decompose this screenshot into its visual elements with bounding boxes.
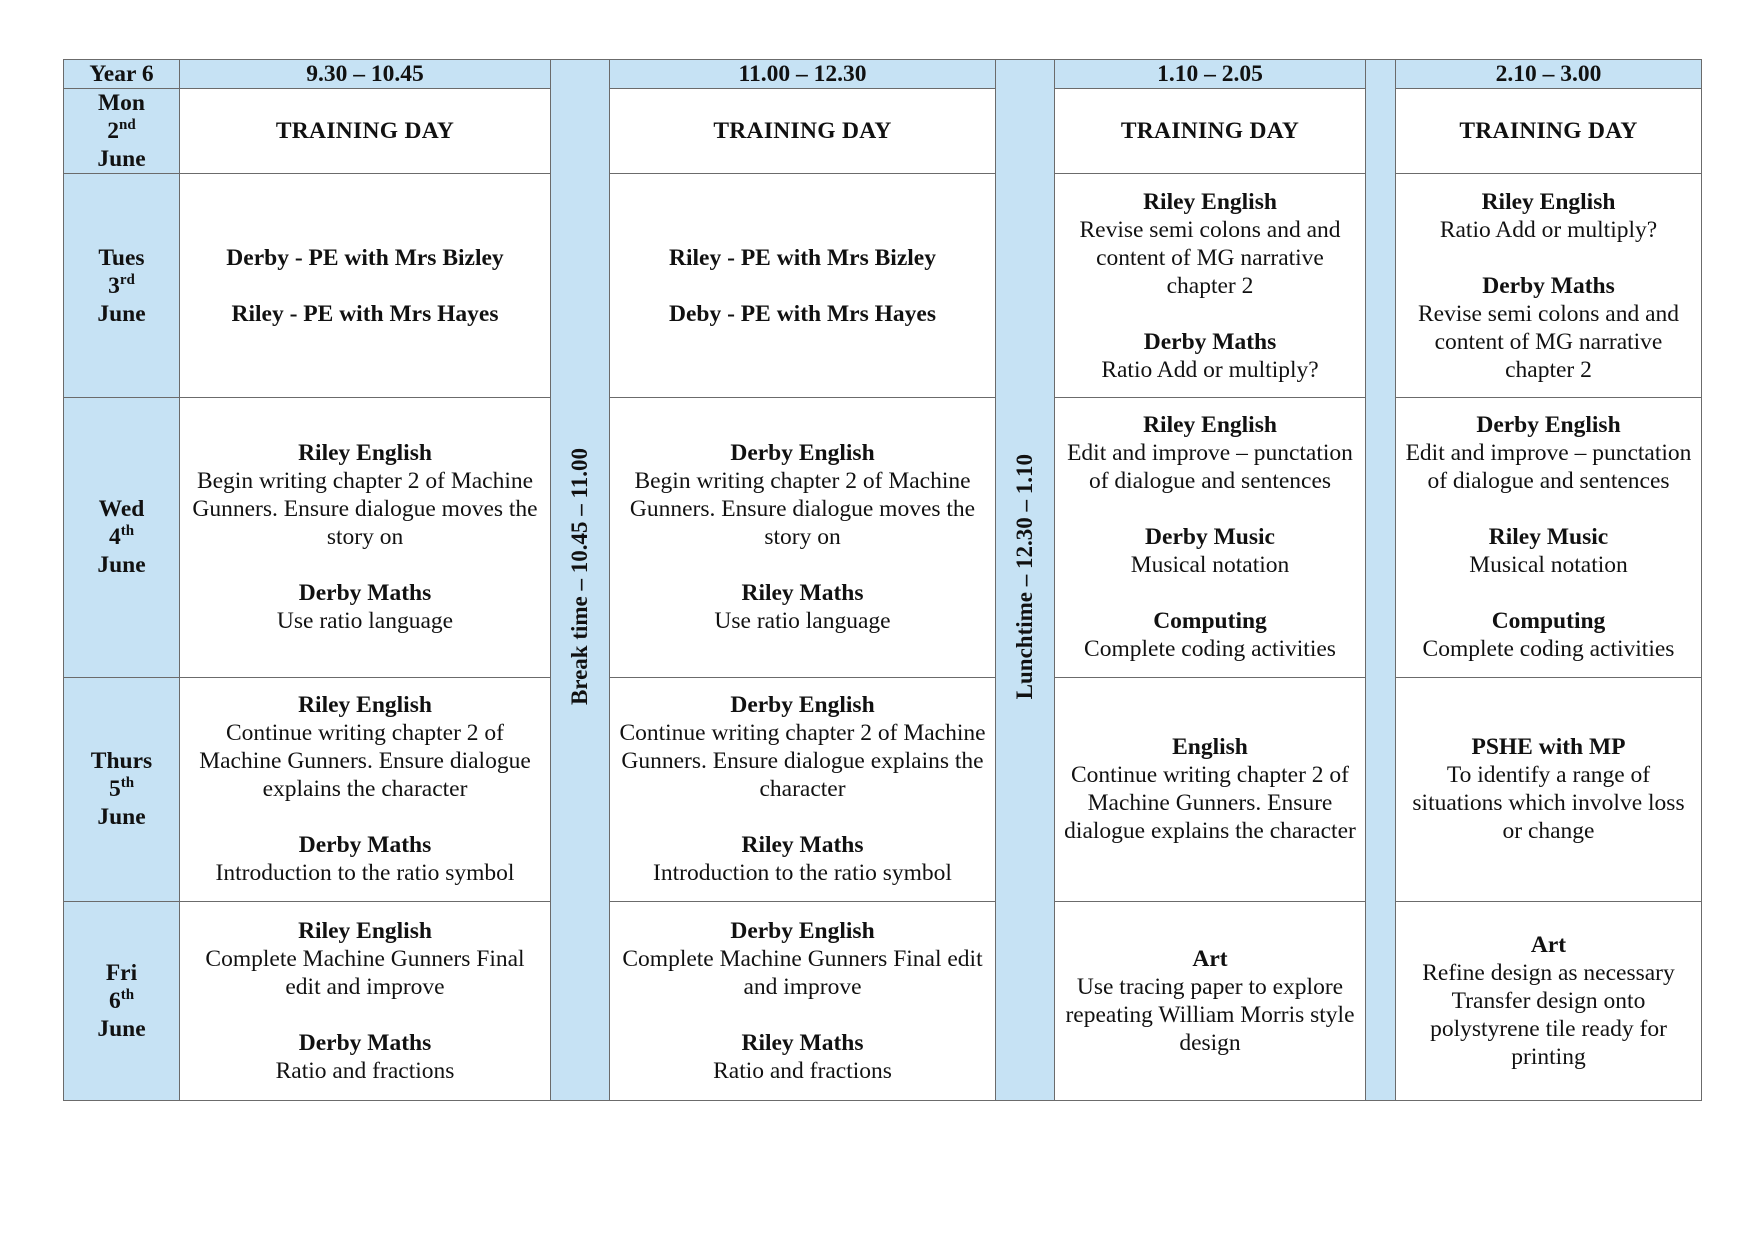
tue-slot1 [180, 174, 551, 398]
lesson-subject: Riley English [1481, 188, 1616, 215]
day-month: June [97, 1015, 146, 1042]
wed-slot2 [610, 398, 996, 677]
row-wednesday [64, 398, 1702, 677]
lesson-subject: Riley Maths [741, 580, 864, 607]
lesson-description: Ratio and fractions [275, 1057, 455, 1084]
row-friday [64, 901, 1702, 1100]
lesson-description: Use tracing paper to explore repeating William Morris style design [1065, 973, 1355, 1056]
lesson-subject: Derby Maths [298, 580, 432, 607]
wed-slot1 [180, 398, 551, 677]
lesson-subject: PSHE with MP [1471, 734, 1626, 761]
lesson-subject: Derby English [730, 440, 875, 467]
day-month: June [97, 300, 146, 327]
wed-slot3 [1055, 398, 1366, 677]
year-header: Year 6 [64, 60, 180, 89]
lesson-description: Introduction to the ratio symbol [215, 860, 515, 887]
day-name: Mon [98, 90, 145, 117]
slot4-header: 2.10 – 3.00 [1396, 60, 1702, 89]
lesson-description: Edit and improve – punctation of dialogue and sentences [1405, 440, 1692, 495]
thu-slot2 [610, 677, 996, 901]
day-number: 5 [108, 776, 121, 803]
lesson-description: Ratio Add or multiply? [1101, 356, 1319, 383]
lesson-description: Revise semi colons and and content of MG narrative chapter 2 [1079, 216, 1341, 299]
lesson-subject: Riley English [1143, 412, 1277, 439]
lesson-subject: English [1172, 734, 1248, 761]
lesson-subject: Derby English [1476, 412, 1621, 439]
day-name: Wed [98, 496, 145, 523]
lesson-description: Begin writing chapter 2 of Machine Gunners. Ensure dialogue moves the story on [629, 468, 976, 551]
slot1-header: 9.30 – 10.45 [180, 60, 551, 89]
day-name: Tues [98, 244, 145, 271]
lesson-subject: Derby Maths [298, 1029, 432, 1056]
lesson-subject: Derby English [730, 692, 875, 719]
day-number: 2 [107, 118, 120, 145]
day-number: 6 [108, 987, 121, 1014]
lesson-subject: Derby Music [1145, 524, 1275, 551]
lesson-subject: Derby Maths [298, 832, 432, 859]
lesson-description: Ratio Add or multiply? [1439, 216, 1658, 243]
mon-slot2: TRAINING DAY [610, 89, 996, 174]
day-month: June [97, 552, 146, 579]
lesson-subject: Computing [1491, 608, 1606, 635]
lesson-subject: Derby Maths [1143, 328, 1277, 355]
lesson-subject: Derby English [730, 917, 875, 944]
row-monday [64, 89, 1702, 174]
lesson-subject: Riley English [1143, 188, 1277, 215]
mon-slot1: TRAINING DAY [180, 89, 551, 174]
day-suffix: th [120, 987, 135, 1004]
lesson-line: Derby - PE with Mrs Bizley [226, 244, 504, 271]
day-month: June [97, 804, 146, 831]
timetable [63, 59, 1702, 1101]
fri-slot2 [610, 901, 996, 1100]
day-suffix: th [120, 523, 135, 540]
lesson-description: Edit and improve – punctation of dialogue and sentences [1067, 440, 1353, 495]
day-number: 3 [108, 272, 120, 299]
lesson-description: Continue writing chapter 2 of Machine Gunners. Ensure dialogue explains the character [1064, 762, 1356, 845]
lesson-subject: Riley English [298, 917, 432, 944]
lesson-description: Ratio and fractions [713, 1057, 892, 1084]
lesson-description: Musical notation [1130, 552, 1290, 579]
lesson-description: Continue writing chapter 2 of Machine Gunners. Ensure dialogue explains the character [619, 720, 986, 803]
fri-slot1 [180, 901, 551, 1100]
tue-slot4 [1396, 174, 1702, 398]
lesson-subject: Riley Music [1488, 524, 1609, 551]
lesson-description: Complete Machine Gunners Final edit and improve [622, 945, 983, 1000]
day-suffix: th [120, 775, 135, 792]
day-number: 4 [108, 524, 121, 551]
lesson-description: Complete Machine Gunners Final edit and improve [205, 945, 525, 1000]
wed-slot4 [1396, 398, 1702, 677]
lesson-description: Complete coding activities [1084, 636, 1336, 663]
lesson-subject: Riley English [298, 440, 432, 467]
lesson-description: Continue writing chapter 2 of Machine Gunners. Ensure dialogue explains the character [199, 720, 531, 803]
mon-slot3: TRAINING DAY [1055, 89, 1366, 174]
lesson-subject: Riley Maths [741, 1029, 864, 1056]
tue-slot2 [610, 174, 996, 398]
lesson-subject: Riley Maths [741, 832, 864, 859]
lesson-description: Use ratio language [714, 608, 891, 635]
break-band [551, 60, 610, 1101]
fri-slot4 [1396, 901, 1702, 1100]
lesson-subject: Art [1192, 945, 1228, 972]
day-thursday [64, 677, 180, 901]
lesson-line: Riley - PE with Mrs Bizley [669, 244, 936, 271]
day-month: June [97, 146, 146, 173]
day-suffix: nd [119, 117, 136, 134]
lunch-band [996, 60, 1055, 1101]
row-thursday [64, 677, 1702, 901]
lesson-description: Refine design as necessary Transfer design onto polystyrene tile ready for printing [1422, 959, 1675, 1070]
afternoon-break-band [1366, 60, 1396, 1101]
lesson-subject: Art [1530, 931, 1567, 958]
header-row [64, 60, 1702, 89]
lunch-label: Lunchtime – 12.30 – 1.10 [1012, 453, 1037, 700]
lesson-subject: Computing [1153, 608, 1267, 635]
day-name: Thurs [90, 748, 153, 775]
lesson-subject: Derby Maths [1482, 272, 1615, 299]
lesson-line: Deby - PE with Mrs Hayes [669, 300, 936, 327]
thu-slot1 [180, 677, 551, 901]
day-suffix: rd [119, 271, 135, 288]
lesson-description: Introduction to the ratio symbol [653, 860, 952, 887]
lesson-description: To identify a range of situations which involve loss or change [1412, 762, 1685, 845]
break-label: Break time – 10.45 – 11.00 [567, 447, 592, 706]
thu-slot4 [1396, 677, 1702, 901]
lesson-description: Musical notation [1469, 552, 1628, 579]
tue-slot3 [1055, 174, 1366, 398]
day-friday [64, 901, 180, 1100]
fri-slot3 [1055, 901, 1366, 1100]
lesson-description: Complete coding activities [1422, 636, 1675, 663]
mon-slot4: TRAINING DAY [1396, 89, 1702, 174]
lesson-description: Begin writing chapter 2 of Machine Gunners. Ensure dialogue moves the story on [192, 468, 538, 551]
lesson-line: Riley - PE with Mrs Hayes [231, 300, 499, 327]
slot3-header: 1.10 – 2.05 [1055, 60, 1366, 89]
lesson-subject: Riley English [298, 692, 432, 719]
day-name: Fri [105, 959, 138, 986]
lesson-description: Use ratio language [276, 608, 454, 635]
row-tuesday [64, 174, 1702, 398]
day-tuesday [64, 174, 180, 398]
day-wednesday [64, 398, 180, 677]
slot2-header: 11.00 – 12.30 [610, 60, 996, 89]
lesson-description: Revise semi colons and and content of MG narrative chapter 2 [1417, 300, 1680, 383]
day-monday [64, 89, 180, 174]
thu-slot3 [1055, 677, 1366, 901]
